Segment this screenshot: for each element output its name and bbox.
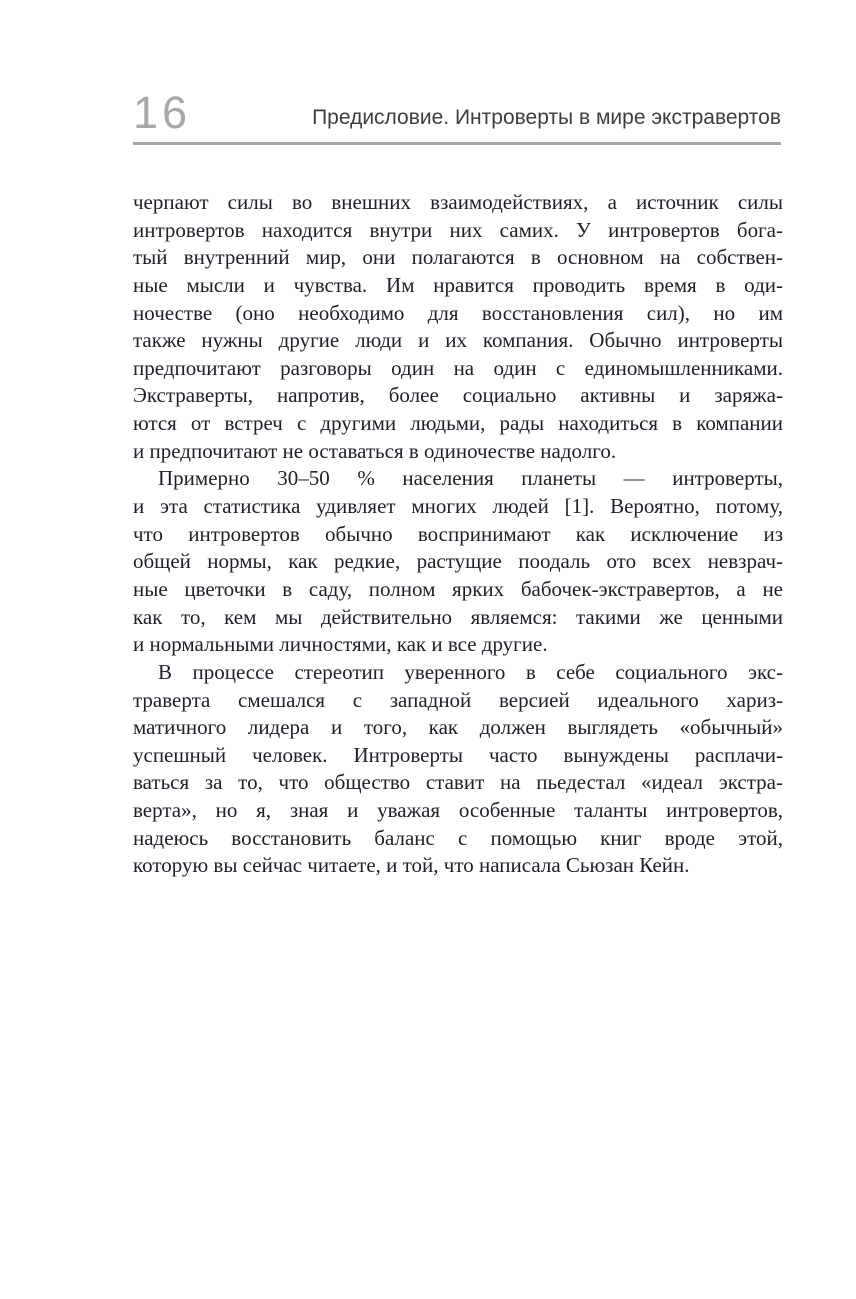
text-line: черпают силы во внешних взаимодействиях, а источник силы (133, 190, 783, 214)
text-line: ночестве (оно необходимо для восстановления сил), но им (133, 300, 783, 325)
text-line: и эта статистика удивляет многих людей [1]. Вероятно, потому, (133, 494, 783, 519)
text-line: ваться за то, что общество ставит на пьедестал «идеал экстра- (133, 770, 783, 795)
text-line: В процессе стереотип уверенного в себе социального экс- (158, 659, 783, 684)
text-line: ные мысли и чувства. Им нравится проводить время в оди- (133, 272, 783, 297)
text-line: как то, кем мы действительно являемся: такими же ценными (133, 604, 783, 629)
text-line: верта», но я, зная и уважая особенные таланты интровертов, (133, 798, 783, 823)
text-line: Примерно 30–50 % населения планеты — интроверты, (158, 466, 783, 491)
text-line: и нормальными личностями, как и все другие. (133, 632, 548, 657)
text-line: матичного лидера и того, как должен выглядеть «обычный» (133, 715, 783, 740)
text-line: которую вы сейчас читаете, и той, что написала Сьюзан Кейн. (133, 853, 690, 878)
text-line: тый внутренний мир, они полагаются в основном на собствен- (133, 245, 783, 270)
text-line: общей нормы, как редкие, растущие поодаль ото всех невзрач- (133, 549, 783, 574)
header-divider-line (133, 142, 781, 145)
text-line: предпочитают разговоры один на один с единомышленниками. (133, 355, 783, 380)
text-line: Экстраверты, напротив, более социально активны и заряжа- (133, 383, 783, 408)
running-header: Предисловие. Интроверты в мире экстравертов (312, 106, 781, 129)
text-line: также нужны другие люди и их компания. Обычно интроверты (133, 328, 783, 353)
text-line: успешный человек. Интроверты часто вынуждены расплачи- (133, 742, 783, 767)
text-line: траверта смешался с западной версией идеального хариз- (133, 687, 783, 712)
text-line: ные цветочки в саду, полном ярких бабочек-экстравертов, а не (133, 576, 783, 601)
text-line: что интровертов обычно воспринимают как исключение из (133, 521, 783, 546)
text-line: и предпочитают не оставаться в одиночестве надолго. (133, 438, 617, 463)
text-line: надеюсь восстановить баланс с помощью книг вроде этой, (133, 825, 783, 850)
text-line: интровертов находится внутри них самих. У интровертов бога- (133, 217, 783, 242)
page-text (133, 189, 783, 880)
text-line: ются от встреч с другими людьми, рады находиться в компании (133, 411, 783, 436)
page-header (133, 87, 781, 138)
page-number: 16 (133, 87, 192, 138)
